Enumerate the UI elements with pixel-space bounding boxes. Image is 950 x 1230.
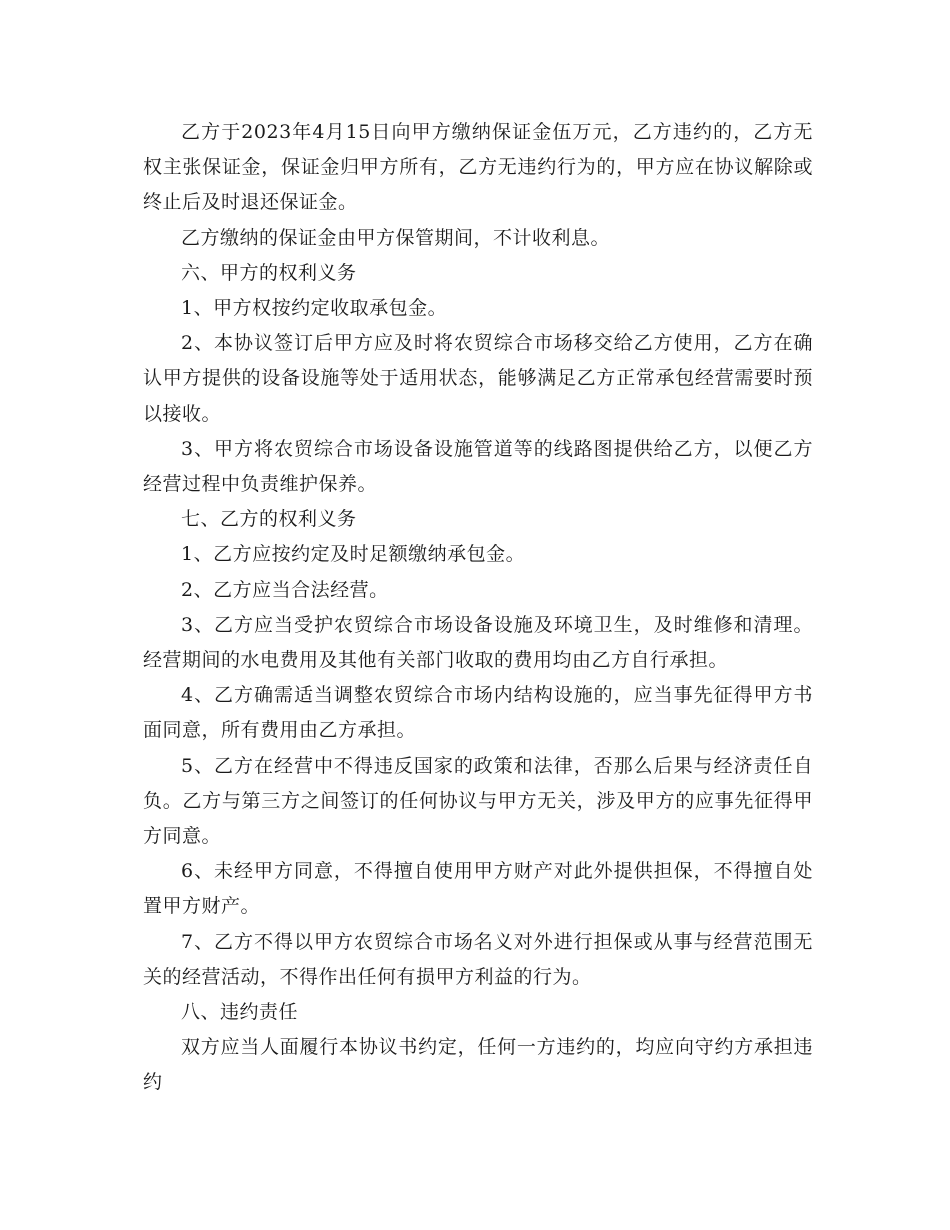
paragraph-b-clause-1: 1、乙方应按约定及时足额缴纳承包金。 bbox=[181, 543, 526, 566]
document-body bbox=[143, 115, 813, 1101]
paragraph-deposit-interest: 乙方缴纳的保证金由甲方保管期间，不计收利息。 bbox=[181, 226, 611, 249]
paragraph-a-clause-2: 2、本协议签订后甲方应及时将农贸综合市场移交给乙方使用，乙方在确认甲方提供的设备设施等处于适用状态，能够满足乙方正常承包经营需要时预以接收。 bbox=[143, 332, 813, 425]
paragraph-b-clause-5: 5、乙方在经营中不得违反国家的政策和法律，否那么后果与经济责任自负。乙方与第三方之间签订的任何协议与甲方无关，涉及甲方的应事先征得甲方同意。 bbox=[143, 754, 813, 848]
heading-party-a-rights: 六、甲方的权利义务 bbox=[181, 261, 357, 284]
paragraph-b-clause-3: 3、乙方应当受护农贸综合市场设备设施及环境卫生，及时维修和清理。经营期间的水电费用及其他有关部门收取的费用均由乙方自行承担。 bbox=[143, 613, 813, 672]
paragraph-b-clause-7: 7、乙方不得以甲方农贸综合市场名义对外进行担保或从事与经营范围无关的经营活动，不得作出任何有损甲方利益的行为。 bbox=[143, 930, 813, 988]
paragraph-a-clause-3: 3、甲方将农贸综合市场设备设施管道等的线路图提供给乙方，以便乙方经营过程中负责维护保养。 bbox=[143, 437, 813, 496]
paragraph-breach-terms: 双方应当人面履行本协议书约定，任何一方违约的，均应向守约方承担违约 bbox=[143, 1036, 813, 1094]
paragraph-b-clause-4: 4、乙方确需适当调整农贸综合市场内结构设施的，应当事先征得甲方书面同意，所有费用由乙方承担。 bbox=[143, 684, 813, 742]
paragraph-b-clause-6: 6、未经甲方同意，不得擅自使用甲方财产对此外提供担保，不得擅自处置甲方财产。 bbox=[143, 860, 813, 918]
paragraph-deposit-terms: 乙方于2023年4月15日向甲方缴纳保证金伍万元，乙方违约的，乙方无权主张保证金，保证金归甲方所有，乙方无违约行为的，甲方应在协议解除或终止后及时退还保证金。 bbox=[143, 121, 813, 214]
heading-breach-liability: 八、违约责任 bbox=[181, 1001, 299, 1024]
paragraph-a-clause-1: 1、甲方权按约定收取承包金。 bbox=[181, 297, 448, 320]
heading-party-b-rights: 七、乙方的权利义务 bbox=[181, 508, 357, 531]
paragraph-b-clause-2: 2、乙方应当合法经营。 bbox=[181, 578, 389, 601]
